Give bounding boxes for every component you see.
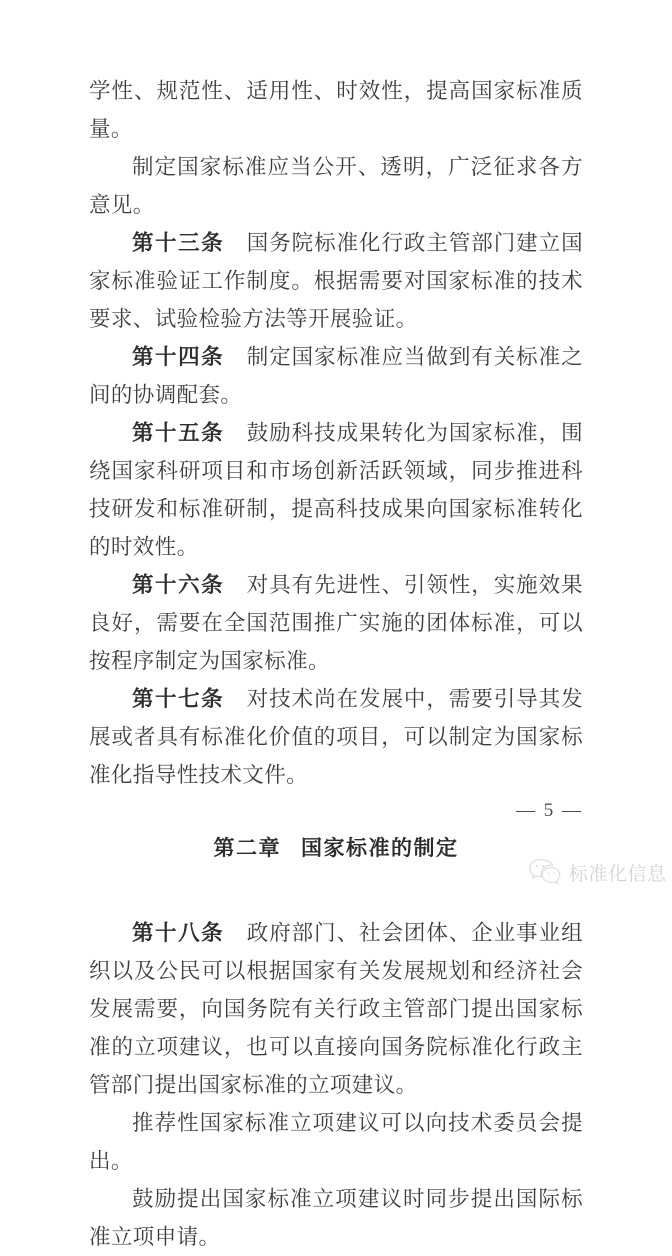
article-label: 第十六条 (132, 573, 225, 597)
paragraph-article-16 (89, 566, 583, 680)
chapter-title: 国家标准的制定 (301, 837, 459, 860)
page-number: — 5 — (516, 800, 583, 821)
paragraph-text: 鼓励提出国家标准立项建议时同步提出国际标准立项申请。 (89, 1187, 583, 1249)
document-text-column (89, 72, 583, 1256)
paragraph-text: 推荐性国家标准立项建议可以向技术委员会提出。 (89, 1111, 583, 1173)
chapter-heading-spacer-below (89, 868, 583, 914)
chapter-heading (89, 830, 583, 868)
paragraph-text: 制定国家标准应当做到有关标准之间的协调配套。 (89, 345, 583, 407)
paragraph-text: 对技术尚在发展中，需要引导其发展或者具有标准化价值的项目，可以制定为国家标准化指导性技术文件。 (89, 687, 583, 787)
paragraph-text: 政府部门、社会团体、企业事业组织以及公民可以根据国家有关发展规划和经济社会发展需要，向国务院有关行政主管部门提出国家标准的立项建议，也可以直接向国务院标准化行政主管部门提出国家标准的立项建议。 (89, 921, 583, 1097)
watermark-label: 标准化信息 (569, 863, 667, 885)
paragraph-text: 对具有先进性、引领性，实施效果良好，需要在全国范围推广实施的团体标准，可以按程序制定为国家标准。 (89, 573, 583, 673)
paragraph-public-transparent (89, 148, 583, 224)
paragraph-text: 国务院标准化行政主管部门建立国家标准验证工作制度。根据需要对国家标准的技术要求、试验检验方法等开展验证。 (89, 231, 583, 331)
paragraph-text: 鼓励科技成果转化为国家标准，围绕国家科研项目和市场创新活跃领域，同步推进科技研发和标准研制，提高科技成果向国家标准转化的时效性。 (89, 421, 583, 559)
article-label: 第十三条 (132, 231, 225, 255)
paragraph-article-13 (89, 224, 583, 338)
paragraph-text: 制定国家标准应当公开、透明，广泛征求各方意见。 (89, 155, 583, 217)
paragraph-recommended-standards (89, 1104, 583, 1180)
paragraph-text: 学性、规范性、适用性、时效性，提高国家标准质量。 (89, 79, 583, 141)
chapter-number: 第二章 (213, 837, 281, 860)
paragraph-article-18 (89, 914, 583, 1104)
article-label: 第十八条 (132, 921, 225, 945)
paragraph-continuation (89, 72, 583, 148)
article-label: 第十五条 (132, 421, 225, 445)
watermark (528, 857, 667, 887)
paragraph-article-14 (89, 338, 583, 414)
article-label: 第十七条 (132, 687, 225, 711)
wechat-logo-icon (528, 857, 562, 887)
paragraph-international-standards (89, 1180, 583, 1256)
paragraph-article-15 (89, 414, 583, 566)
article-label: 第十四条 (132, 345, 225, 369)
paragraph-article-17 (89, 680, 583, 794)
